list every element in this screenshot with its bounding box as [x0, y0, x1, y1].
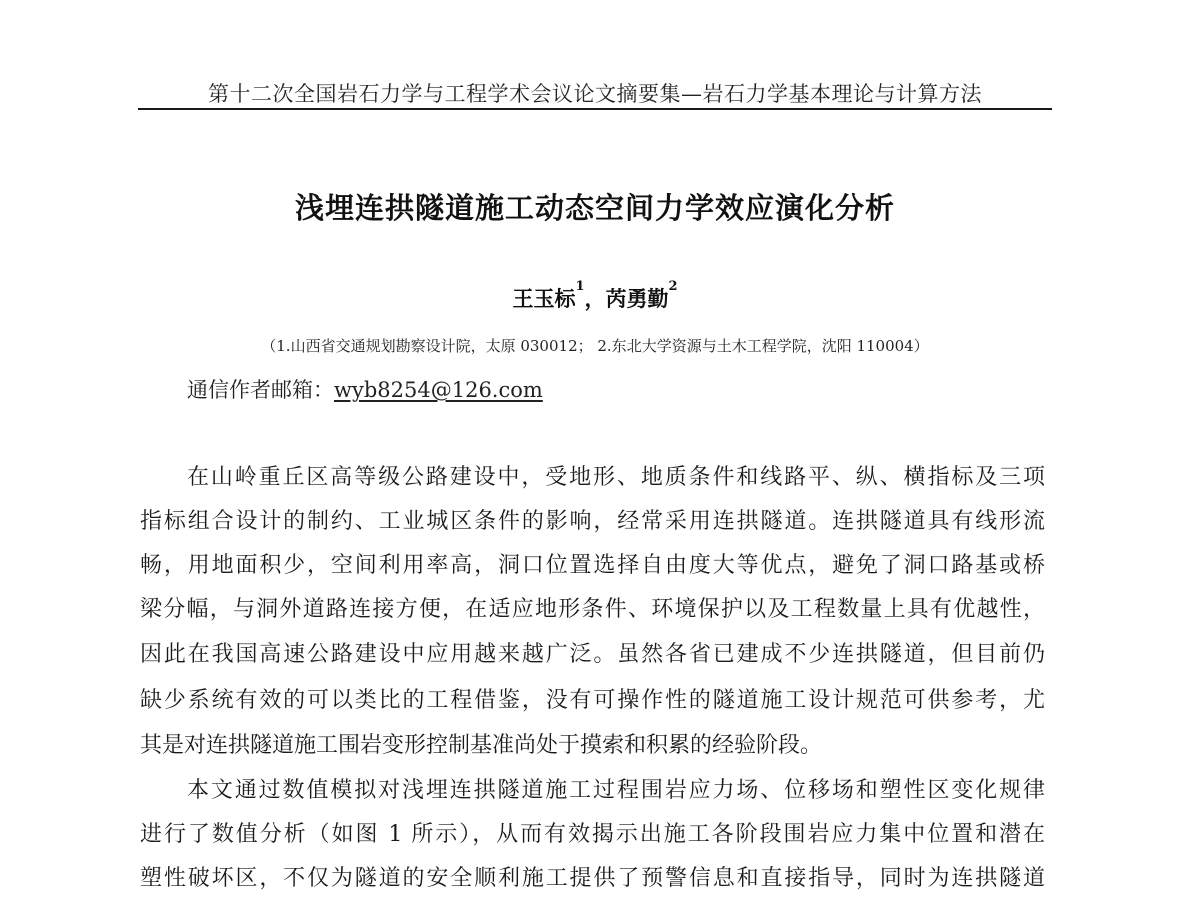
author-name: 王玉标 [512, 286, 576, 311]
paragraph-1-line-2: 指标组合设计的制约、工业城区条件的影响，经常采用连拱隧道。连拱隧道具有线形流 [140, 509, 1045, 534]
paragraph-1-line-7: 其是对连拱隧道施工围岩变形控制基准尚处于摸索和积累的经验阶段。 [140, 733, 823, 758]
author-separator: ， [584, 286, 606, 311]
paragraph-1-line-6: 缺少系统有效的可以类比的工程借鉴，没有可操作性的隧道施工设计规范可供参考，尤 [140, 688, 1045, 713]
affiliations: （1.山西省交通规划勘察设计院，太原 030012； 2.东北大学资源与土木工程学院，沈阳 110004） [261, 337, 929, 355]
paragraph-1-line-3: 畅，用地面积少，空间利用率高，洞口位置选择自由度大等优点，避免了洞口路基或桥 [140, 553, 1045, 578]
paragraph-1-line-5: 因此在我国高速公路建设中应用越来越广泛。虽然各省已建成不少连拱隧道，但目前仍 [140, 642, 1045, 667]
paragraph-2-line-1: 本文通过数值模拟对浅埋连拱隧道施工过程围岩应力场、位移场和塑性区变化规律 [187, 778, 1045, 803]
header-rule [138, 108, 1052, 110]
paragraph-2-line-3: 塑性破坏区，不仅为隧道的安全顺利施工提供了预警信息和直接指导，同时为连拱隧道 [140, 866, 1045, 891]
author-list [140, 279, 1050, 313]
paragraph-2-line-2: 进行了数值分析（如图 1 所示），从而有效揭示出施工各阶段围岩应力集中位置和潜在 [140, 822, 1045, 847]
corresponding-email-line [187, 374, 543, 404]
running-header: 第十二次全国岩石力学与工程学术会议论文摘要集—岩石力学基本理论与计算方法 [208, 82, 982, 106]
author-affiliation-mark: 1 [575, 279, 585, 294]
paper-title: 浅埋连拱隧道施工动态空间力学效应演化分析 [294, 191, 895, 225]
email-label: 通信作者邮箱： [187, 378, 334, 402]
email-link[interactable]: wyb8254@126.com [334, 378, 543, 402]
paragraph-1-line-1: 在山岭重丘区高等级公路建设中，受地形、地质条件和线路平、纵、横指标及三项 [187, 465, 1045, 490]
author-name: 芮勇勤 [605, 286, 669, 311]
author-affiliation-mark: 2 [668, 279, 678, 294]
paragraph-1-line-4: 梁分幅，与洞外道路连接方便，在适应地形条件、环境保护以及工程数量上具有优越性， [140, 597, 1045, 622]
